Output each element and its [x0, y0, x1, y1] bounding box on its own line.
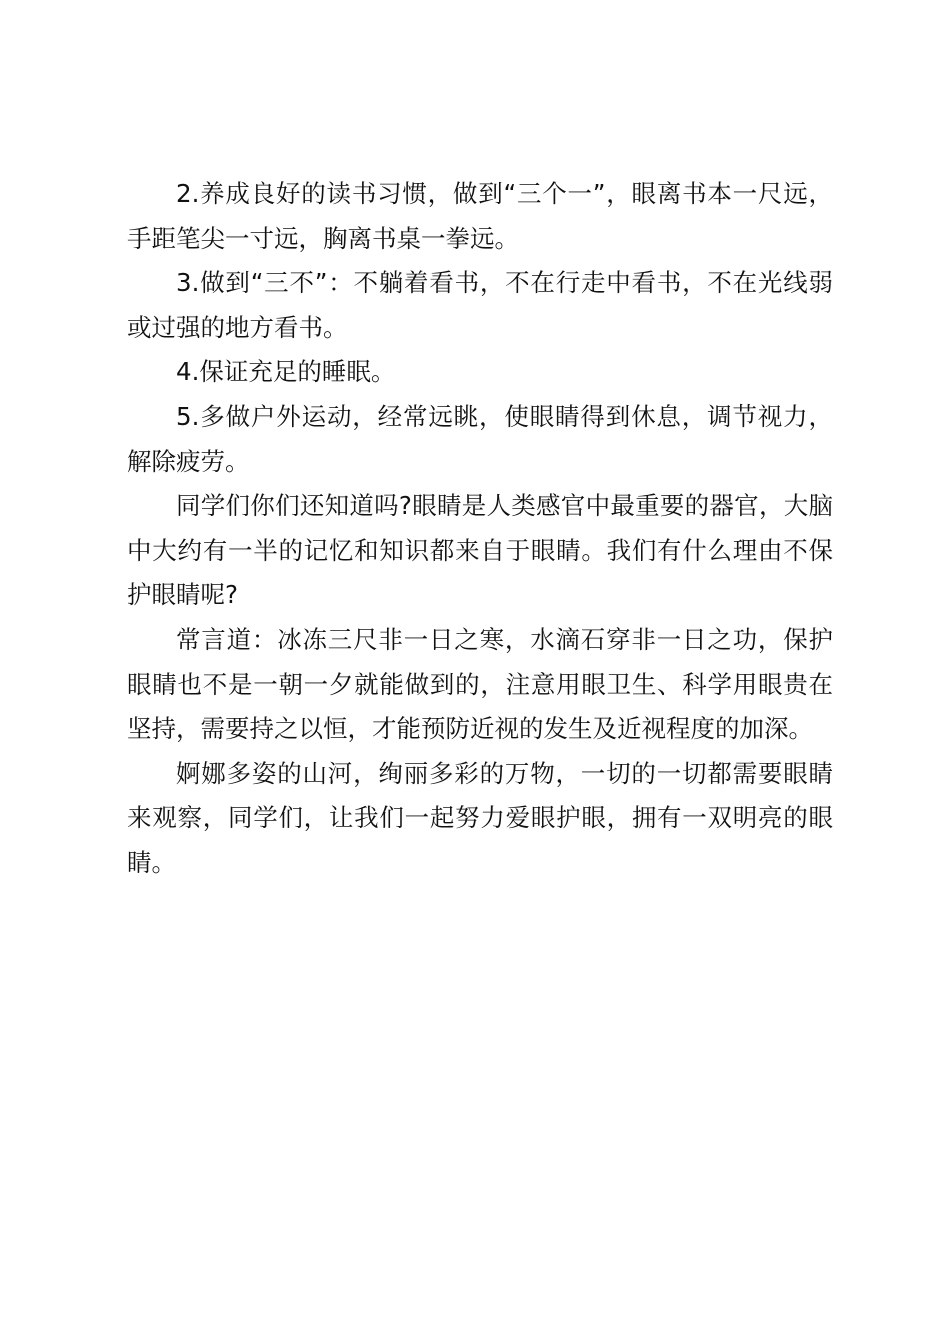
paragraph-reading-habits: 2.养成良好的读书习惯，做到“三个一”，眼离书本一尺远，手距笔尖一寸远，胸离书桌一拳远。 — [127, 179, 833, 253]
paragraph-persistence: 常言道：冰冻三尺非一日之寒，水滴石穿非一日之功，保护眼睛也不是一朝一夕就能做到的，注意用眼卫生、科学用眼贵在坚持，需要持之以恒，才能预防近视的发生及近视程度的加深。 — [127, 624, 833, 744]
paragraph-three-nots: 3.做到“三不”：不躺着看书，不在行走中看书，不在光线弱或过强的地方看书。 — [127, 268, 833, 342]
document-body — [127, 172, 833, 886]
paragraph-sleep: 4.保证充足的睡眠。 — [176, 357, 396, 387]
paragraph-conclusion: 婀娜多姿的山河，绚丽多彩的万物，一切的一切都需要眼睛来观察，同学们，让我们一起努力爱眼护眼，拥有一双明亮的眼睛。 — [127, 758, 833, 877]
paragraph-outdoor-activity: 5.多做户外运动，经常远眺，使眼睛得到休息，调节视力，解除疲劳。 — [127, 401, 833, 476]
paragraph-eye-importance: 同学们你们还知道吗?眼睛是人类感官中最重要的器官，大脑中大约有一半的记忆和知识都来自于眼睛。我们有什么理由不保护眼睛呢? — [127, 491, 833, 610]
